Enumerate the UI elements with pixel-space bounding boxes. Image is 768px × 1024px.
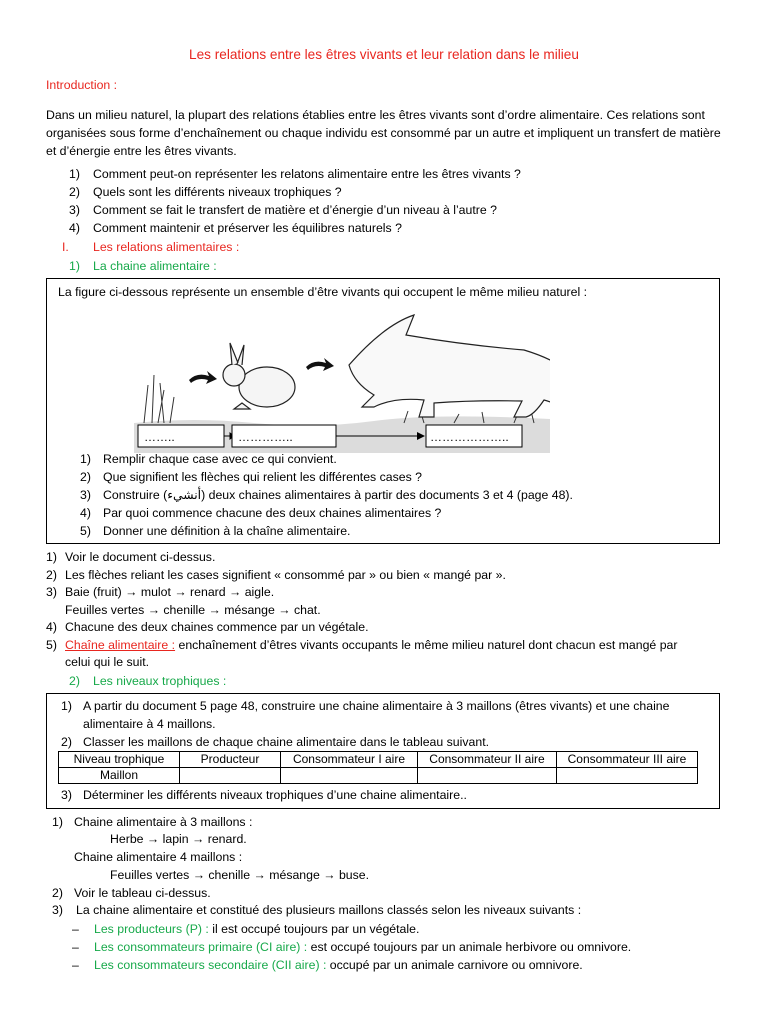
fill-in-box-dots: ………….. (238, 430, 293, 444)
section-heading: Les relations alimentaires : (93, 240, 240, 254)
answer-text: Voir le tableau ci-dessus. (74, 886, 211, 900)
box1-question-num: 3) (80, 488, 91, 502)
table-row (59, 768, 698, 784)
intro-question: Comment peut-on représenter les relatons alimentaire entre les êtres vivants ? (93, 167, 521, 181)
bullet-dash: – (72, 922, 79, 936)
box1-question-num: 1) (80, 452, 91, 466)
level-item (72, 940, 631, 954)
answer-num: 2) (46, 568, 57, 582)
definition-text: enchaînement d’êtres vivants occupants le même milieu naturel dont chacun est mangé par (175, 638, 678, 652)
answer-text: Chaine alimentaire à 3 maillons : (74, 815, 253, 829)
answer-text: Baie (fruit) → mulot → renard → aigle. (65, 585, 275, 599)
trophic-table (58, 751, 698, 784)
subsection-number: 2) (69, 674, 80, 688)
table-cell: Maillon (59, 768, 180, 784)
intro-question: Quels sont les différents niveaux trophiques ? (93, 185, 342, 199)
answer-text: Chacune des deux chaines commence par un végétale. (65, 620, 369, 634)
box1-question: Construire (أنشيء) deux chaines alimentaires à partir des documents 3 et 4 (page 48). (103, 488, 573, 502)
box2-question: A partir du document 5 page 48, construire une chaine alimentaire à 3 maillons (êtres vivants) et une chaine (83, 699, 670, 713)
intro-question-num: 1) (69, 167, 80, 181)
answer-num: 3) (52, 903, 63, 917)
box1-question: Que signifient les flèches qui relient les différentes cases ? (103, 470, 422, 484)
answer-text: Les flèches reliant les cases signifient « consommé par » ou bien « mangé par ». (65, 568, 506, 582)
table-header-cell: Consommateur II aire (418, 752, 557, 768)
figure-intro-text: La figure ci-dessous représente un ensemble d’être vivants qui occupent le même milieu naturel : (58, 285, 588, 299)
definition-term: Chaîne alimentaire : (65, 638, 176, 652)
answer-num: 1) (46, 550, 57, 564)
food-chain-figure (134, 305, 550, 453)
table-cell[interactable] (180, 768, 281, 784)
table-header-row (59, 752, 698, 768)
table-header-cell: Consommateur III aire (557, 752, 698, 768)
definition-text-continued: celui qui le suit. (65, 655, 150, 669)
intro-question-num: 3) (69, 203, 80, 217)
fill-in-box-dots: ……………….. (430, 430, 509, 444)
box2-question-num: 2) (61, 735, 72, 749)
level-text: il est occupé toujours par un végétale. (208, 922, 420, 936)
level-item (72, 958, 583, 972)
intro-question: Comment se fait le transfert de matière et d’énergie d’un niveau à l’autre ? (93, 203, 497, 217)
table-header-cell: Producteur (180, 752, 281, 768)
box2-question-num: 3) (61, 788, 72, 802)
answer-text: Chaine alimentaire 4 maillons : (74, 850, 243, 864)
table-cell[interactable] (418, 768, 557, 784)
level-text: est occupé toujours par un animale herbivore ou omnivore. (307, 940, 632, 954)
answer-text: La chaine alimentaire et constitué des plusieurs maillons classés selon les niveaux suivants : (76, 903, 582, 917)
answer-num: 4) (46, 620, 57, 634)
subsection-heading: Les niveaux trophiques : (93, 674, 227, 688)
answer-text: Voir le document ci-dessus. (65, 550, 216, 564)
box1-question: Donner une définition à la chaîne alimentaire. (103, 524, 351, 538)
intro-paragraph: Dans un milieu naturel, la plupart des relations établies entre les êtres vivants sont d’ordre alimentaire. Ces relations sont organisées sous forme d’enchaînement ou chaque individu est consommé par un autre et impliquent un transfert de matière et d’énergie entre les êtres vivants. (46, 108, 721, 158)
table-header-cell: Niveau trophique (59, 752, 180, 768)
bullet-dash: – (72, 940, 79, 954)
intro-heading: Introduction : (46, 78, 118, 92)
definition-line (65, 638, 677, 652)
box2-question-num: 1) (61, 699, 72, 713)
intro-question-num: 4) (69, 221, 80, 235)
page-title: Les relations entre les êtres vivants et leur relation dans le milieu (189, 47, 579, 62)
answer-num: 1) (52, 815, 63, 829)
subsection-heading: La chaine alimentaire : (93, 259, 217, 273)
intro-question-num: 2) (69, 185, 80, 199)
level-item (72, 922, 419, 936)
level-term: Les consommateurs secondaire (CII aire) : (94, 958, 327, 972)
answer-num: 2) (52, 886, 63, 900)
box2-question: Déterminer les différents niveaux trophiques d’une chaine alimentaire.. (83, 788, 467, 802)
table-cell[interactable] (281, 768, 418, 784)
bullet-dash: – (72, 958, 79, 972)
food-chain-answer: Herbe → lapin → renard. (110, 832, 247, 846)
intro-question: Comment maintenir et préserver les équilibres naturels ? (93, 221, 402, 235)
section-number: I. (62, 240, 69, 254)
fill-in-box-dots: …….. (144, 430, 175, 444)
definition-num: 5) (46, 638, 57, 652)
level-term: Les producteurs (P) : (94, 922, 209, 936)
box1-question-num: 5) (80, 524, 91, 538)
box1-question-num: 2) (80, 470, 91, 484)
table-cell[interactable] (557, 768, 698, 784)
level-text: occupé par un animale carnivore ou omnivore. (326, 958, 583, 972)
answer-text: Feuilles vertes → chenille → mésange → chat. (65, 603, 321, 617)
table-header-cell: Consommateur I aire (281, 752, 418, 768)
answer-num: 3) (46, 585, 57, 599)
box1-question: Par quoi commence chacune des deux chaines alimentaires ? (103, 506, 442, 520)
box1-question-num: 4) (80, 506, 91, 520)
subsection-number: 1) (69, 259, 80, 273)
box1-question: Remplir chaque case avec ce qui convient. (103, 452, 337, 466)
level-term: Les consommateurs primaire (CI aire) : (94, 940, 308, 954)
box2-question-continued: alimentaire à 4 maillons. (83, 717, 216, 731)
food-chain-answer: Feuilles vertes → chenille → mésange → buse. (110, 868, 370, 882)
box2-question: Classer les maillons de chaque chaine alimentaire dans le tableau suivant. (83, 735, 490, 749)
